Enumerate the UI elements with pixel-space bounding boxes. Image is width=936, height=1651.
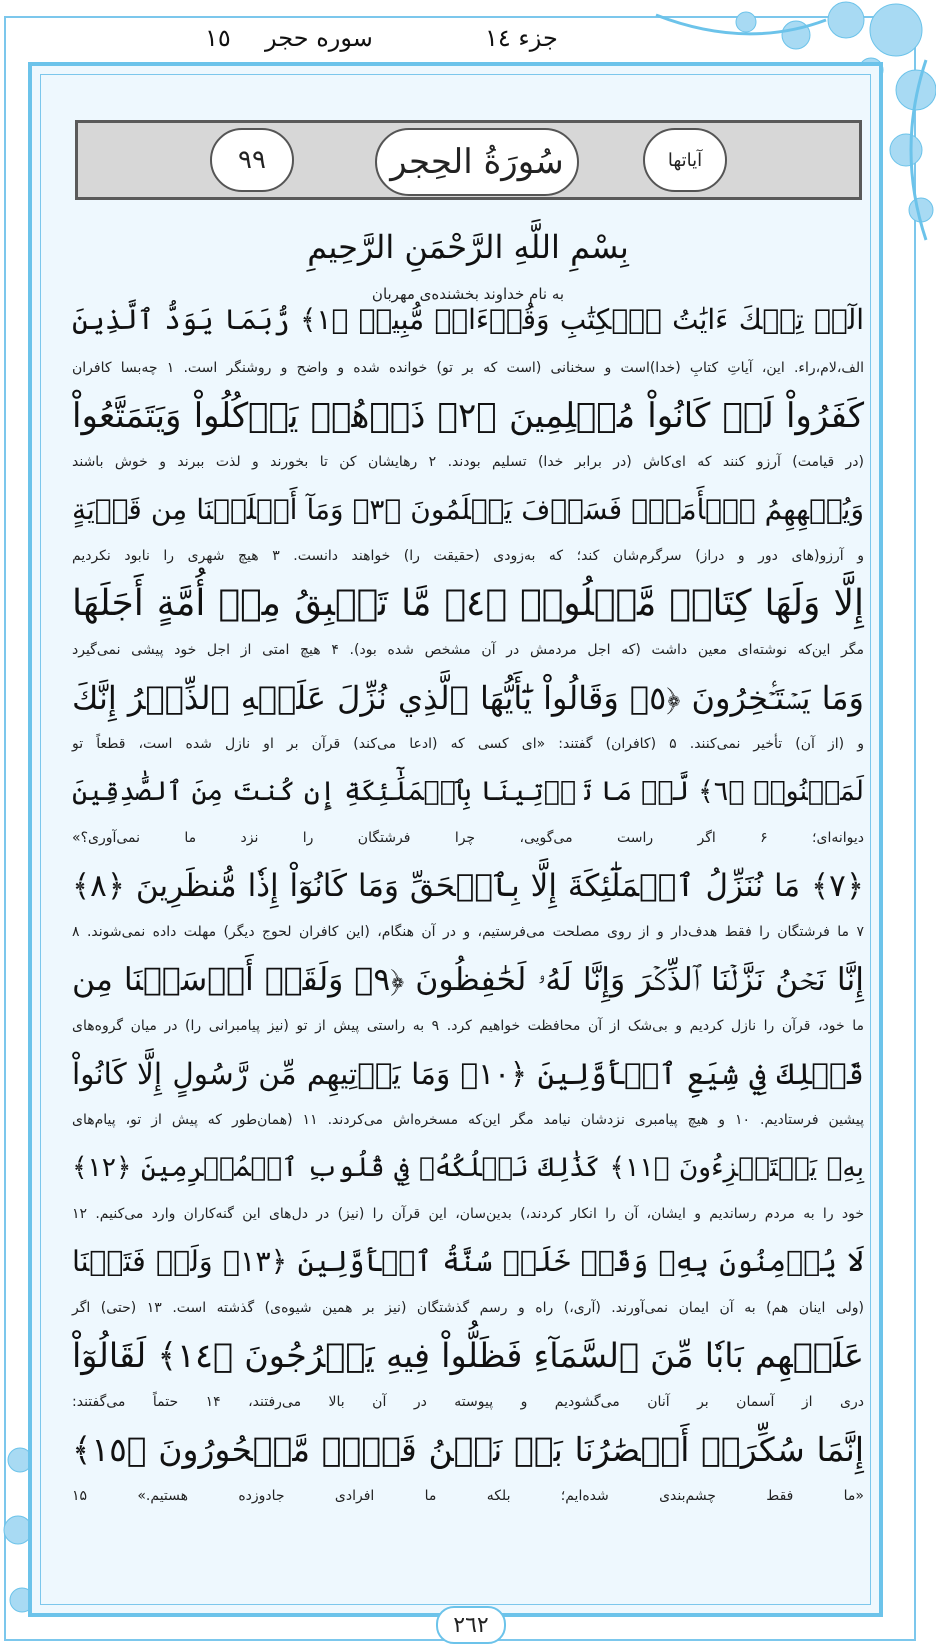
verse-line: لَمَجۡنُونٞ ﴿٦﴾ لَّوۡ مَا تَأۡتِينَا بِٱلۡمَلَٰٓئِكَةِ إِن كُنتَ مِنَ ٱلصَّٰدِقِينَ: [72, 776, 864, 807]
translation-line: دری از آسمان بر آنان می‌گشودیم و پیوسته در آن بالا می‌رفتند، ۱۴ حتماً می‌گفتند:: [72, 1394, 864, 1410]
basmala: بِسْمِ اللَّهِ الرَّحْمَنِ الرَّحِيمِ: [307, 228, 629, 266]
juz-label: جزء ١٤: [485, 24, 558, 52]
translation-line: ما خود، قرآن را نازل کردیم و بی‌شک از آن محافظت خواهیم کرد. ۹ به راستی پیش از تو (نیز پیامبرانی را) در میان گروه‌های: [72, 1018, 864, 1034]
translation-line: پیشین فرستادیم. ۱۰ و هیچ پیامبری نزدشان نیامد مگر این‌که مسخره‌اش می‌کردند. ۱۱ (همان‌طور که پیش از تو، پیام‌های: [72, 1112, 864, 1128]
verse-line: كَفَرُواْ لَوۡ كَانُواْ مُسۡلِمِينَ ﴿٢﴾ ذَرۡهُمۡ يَأۡكُلُواْ وَيَتَمَتَّعُواْ: [72, 396, 865, 436]
ayat-count: ٩٩: [210, 128, 294, 192]
translation-line: (در قیامت) آرزو کنند که ای‌کاش (در برابر خدا) تسلیم بودند. ۲ رهایشان کن تا بخورند و لذت ببرند و خوش باشند: [72, 454, 864, 470]
translation-line: خود را به مردم رساندیم و ایشان، آن را انکار کردند،) بدین‌سان، این قرآن را (نیز) در دل‌های این گنه‌کاران وارد می‌کنیم. ۱۲: [72, 1206, 864, 1222]
verse-line: عَلَيۡهِم بَابٗا مِّنَ ٱلسَّمَآءِ فَظَلُّواْ فِيهِ يَعۡرُجُونَ ﴿١٤﴾ لَقَالُوٓاْ: [72, 1336, 864, 1375]
page-header: [0, 18, 936, 58]
verse-line: إِنَّا نَحۡنُ نَزَّلۡنَا ٱلذِّكۡرَ وَإِنَّا لَهُۥ لَحَٰفِظُونَ ﴿٩﴾ وَلَقَدۡ أَرۡسَلۡنَا مِن: [72, 962, 864, 998]
surah-title: سُورَةُ الحِجر: [375, 128, 579, 196]
verse-line: الٓرۚ تِلۡكَ ءَايَٰتُ ٱلۡكِتَٰبِ وَقُرۡءَانٖ مُّبِينٖ ﴿١﴾ رُّبَمَا يَوَدُّ ٱلَّذِينَ: [72, 303, 865, 336]
translation-line: الف،لام،راء. این، آیاتِ کتابِ (خدا)است و سخنانی (است که بر تو) خوانده شده و واضح و روشنگر است. ۱ چه‌بسا کافران: [72, 360, 865, 376]
translation-line: دیوانه‌ای؛ ۶ اگر راست می‌گویی، چرا فرشتگان را نزد ما نمی‌آوری؟»: [72, 830, 864, 846]
verse-line: وَيُلۡهِهِمُ ٱلۡأَمَلُۖ فَسَوۡفَ يَعۡلَمُونَ ﴿٣﴾ وَمَآ أَهۡلَكۡنَا مِن قَرۡيَةٍ: [72, 493, 864, 526]
translation-line: و (از آن) تأخیر نمی‌کنند. ۵ (کافران) گفتند: «ای کسی که (ادعا می‌کند) قرآن بر او نازل شده است، قطعاً تو: [72, 736, 864, 752]
translation-line: و آرزو(های دور و دراز) سرگرم‌شان کند؛ که به‌زودی (حقیقت را) خواهند دانست. ۳ هیچ شهری را نابود نکردیم: [72, 548, 864, 564]
translation-line: مگر این‌که نوشته‌ای معین داشت (که اجل مردمش در آن مشخص شده بود). ۴ هیچ امتی از اجل خود پیشی نمی‌گیرد: [72, 642, 864, 658]
surah-header-number: ١٥: [205, 24, 231, 52]
verse-line: بِهِۦ يَسۡتَهۡزِءُونَ ﴿١١﴾ كَذَٰلِكَ نَسۡلُكُهُۥ فِي قُلُوبِ ٱلۡمُجۡرِمِينَ ﴿١٢﴾: [72, 1152, 864, 1183]
verse-line: إِلَّا وَلَهَا كِتَابٞ مَّعۡلُومٞ ﴿٤﴾ مَّا تَسۡبِقُ مِنۡ أُمَّةٍ أَجَلَهَا: [72, 583, 865, 624]
verse-line: ﴿٧﴾ مَا نُنَزِّلُ ٱلۡمَلَٰٓئِكَةَ إِلَّا بِٱلۡحَقِّ وَمَا كَانُوٓاْ إِذٗا مُّنظَرِينَ ﴿٨﴾: [72, 868, 864, 904]
page-number: ٢٦٢: [436, 1606, 506, 1644]
ayat-label: آیاتها: [643, 128, 727, 192]
translation-line: «ما فقط چشم‌بندی شده‌ایم؛ بلکه ما افرادی جادوزده هستیم.» ۱۵: [72, 1488, 864, 1504]
translation-line: ۷ ما فرشتگان را فقط هدف‌دار و از روی مصلحت می‌فرستیم، و در آن هنگام، (این کافران لحوج دیگر) مهلت داده نمی‌شوند. ۸: [72, 924, 864, 940]
verse-line: قَبۡلِكَ فِي شِيَعِ ٱلۡأَوَّلِينَ ﴿١٠﴾ وَمَا يَأۡتِيهِم مِّن رَّسُولٍ إِلَّا كَانُواْ: [72, 1057, 865, 1091]
translation-line: (ولی اینان هم) به آن ایمان نمی‌آورند. (آری،) راه و رسم گذشتگان (نیز بر همین شیوه‌ی) گذشته است. ۱۳ (حتی) اگر: [72, 1300, 865, 1316]
verse-line: إِنَّمَا سُكِّرَتۡ أَبۡصَٰرُنَا بَلۡ نَحۡنُ قَوۡمٞ مَّسۡحُورُونَ ﴿١٥﴾: [72, 1430, 864, 1469]
verse-line: وَمَا يَسۡتَـٔۡخِرُونَ ﴿٥﴾ وَقَالُواْ يَٰٓأَيُّهَا ٱلَّذِي نُزِّلَ عَلَيۡهِ ٱلذِّكۡرُ إِنَّكَ: [72, 679, 864, 717]
basmala-translation: به نام خداوند بخشنده‌ی مهربان: [371, 285, 565, 303]
surah-banner: [75, 120, 862, 200]
verse-line: لَا يُؤۡمِنُونَ بِهِۦ وَقَدۡ خَلَتۡ سُنَّةُ ٱلۡأَوَّلِينَ ﴿١٣﴾ وَلَوۡ فَتَحۡنَا: [72, 1245, 864, 1278]
surah-header-name: سوره حجر: [265, 24, 373, 52]
